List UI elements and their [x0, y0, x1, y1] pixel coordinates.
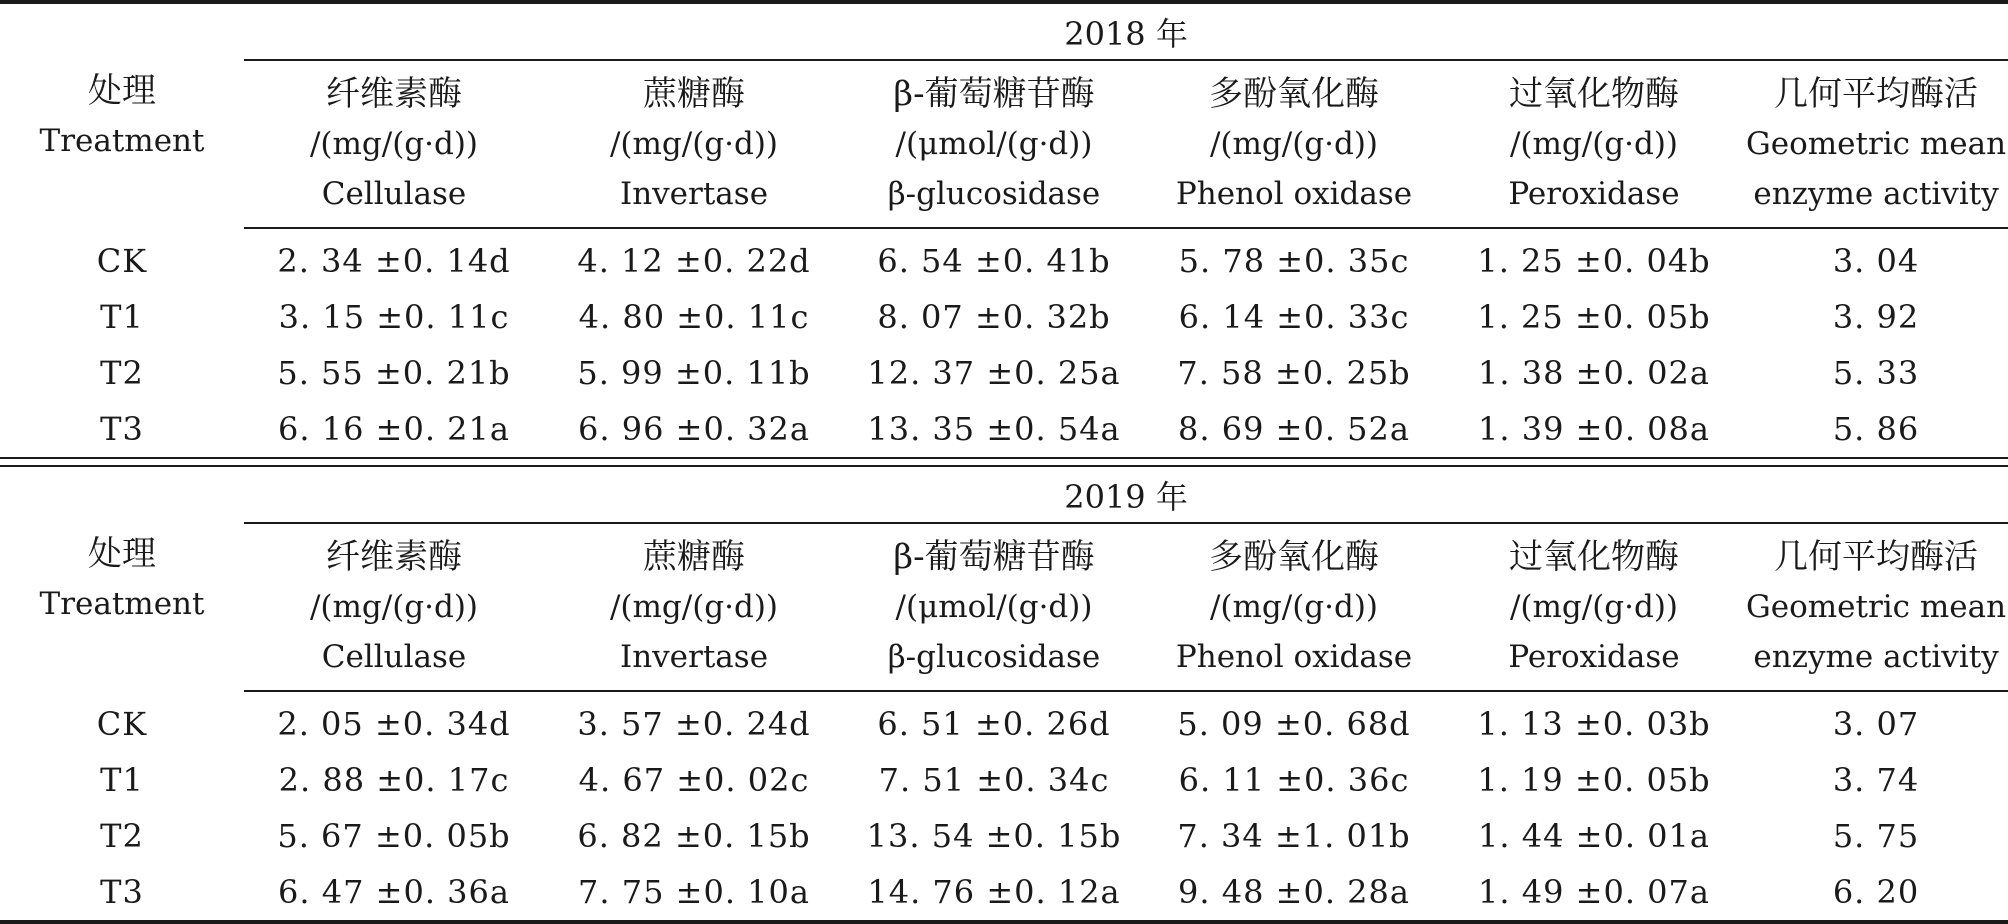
- column-header-en: enzyme activity: [1753, 639, 1999, 675]
- value-cell: 12. 37 ±0. 25a: [867, 354, 1121, 392]
- column-header-row: [0, 523, 2008, 691]
- year-header-row: [0, 2, 2008, 60]
- column-header-beta-glucosidase: [844, 60, 1144, 228]
- value-cell: 5. 78 ±0. 35c: [1178, 242, 1410, 280]
- value-cell: 3. 07: [1832, 705, 1920, 743]
- value-cell: 5. 09 ±0. 68d: [1177, 705, 1411, 743]
- value-cell: 2. 34 ±0. 14d: [277, 242, 511, 280]
- value-cell: 5. 33: [1832, 354, 1920, 392]
- column-header-unit: /(μmol/(g·d)): [895, 126, 1093, 162]
- value-cell: 2. 88 ±0. 17c: [278, 761, 510, 799]
- column-header-geometric-mean: [1744, 60, 2008, 228]
- value-cell: 8. 69 ±0. 52a: [1178, 410, 1410, 448]
- treatment-cell: T3: [100, 410, 144, 448]
- value-cell: 1. 39 ±0. 08a: [1478, 410, 1710, 448]
- treatment-header-zh: 处理: [88, 534, 156, 574]
- value-cell: 3. 04: [1832, 242, 1920, 280]
- value-cell: 6. 16 ±0. 21a: [278, 410, 510, 448]
- treatment-cell: T2: [100, 817, 144, 855]
- column-header-unit: Geometric mean: [1745, 589, 2007, 625]
- column-header-unit: /(mg/(g·d)): [1509, 589, 1679, 625]
- double-rule: [0, 458, 2008, 466]
- treatment-cell: T2: [100, 354, 144, 392]
- column-header-en: Invertase: [619, 639, 769, 675]
- column-header-geometric-mean: [1744, 523, 2008, 691]
- value-cell: 3. 57 ±0. 24d: [577, 705, 811, 743]
- column-header-en: β-glucosidase: [887, 639, 1101, 675]
- treatment-header: [0, 529, 244, 629]
- value-cell: 5. 55 ±0. 21b: [277, 354, 511, 392]
- treatment-header-zh: 处理: [88, 71, 156, 111]
- value-cell: 7. 58 ±0. 25b: [1177, 354, 1411, 392]
- value-cell: 1. 44 ±0. 01a: [1478, 817, 1710, 855]
- column-header-peroxidase: [1444, 60, 1744, 228]
- value-cell: 1. 19 ±0. 05b: [1477, 761, 1711, 799]
- value-cell: 7. 34 ±1. 01b: [1177, 817, 1411, 855]
- value-cell: 1. 25 ±0. 04b: [1477, 242, 1711, 280]
- value-cell: 1. 38 ±0. 02a: [1478, 354, 1710, 392]
- treatment-cell: CK: [96, 704, 148, 743]
- table-body: [0, 2, 2008, 922]
- value-cell: 6. 96 ±0. 32a: [578, 410, 810, 448]
- column-header-unit: /(mg/(g·d)): [1509, 126, 1679, 162]
- column-header-unit: /(mg/(g·d)): [309, 126, 479, 162]
- column-header-en: Phenol oxidase: [1175, 639, 1413, 675]
- treatment-header-en: Treatment: [39, 586, 205, 622]
- table-row: [0, 289, 2008, 345]
- column-header-invertase: [544, 523, 844, 691]
- column-header-en: Phenol oxidase: [1175, 176, 1413, 212]
- value-cell: 2. 05 ±0. 34d: [277, 705, 511, 743]
- column-header-en: Peroxidase: [1508, 639, 1680, 675]
- column-header-peroxidase: [1444, 523, 1744, 691]
- column-header-zh: 几何平均酶活: [1774, 74, 1979, 114]
- column-header-zh: 蔗糖酶: [643, 537, 745, 577]
- column-header-zh: 多酚氧化酶: [1209, 74, 1379, 114]
- treatment-header-cell: [0, 2, 244, 228]
- value-cell: 1. 25 ±0. 05b: [1477, 298, 1711, 336]
- column-header-zh: β-葡萄糖苷酶: [893, 537, 1095, 577]
- column-header-en: Cellulase: [321, 176, 467, 212]
- column-header-cellulase: [244, 60, 544, 228]
- column-header-zh: β-葡萄糖苷酶: [893, 74, 1095, 114]
- value-cell: 6. 20: [1832, 873, 1920, 911]
- value-cell: 13. 35 ±0. 54a: [867, 410, 1121, 448]
- table-row: [0, 691, 2008, 752]
- column-header-unit: /(mg/(g·d)): [1209, 589, 1379, 625]
- column-header-zh: 纤维素酶: [326, 74, 462, 114]
- column-header-en: β-glucosidase: [887, 176, 1101, 212]
- column-header-unit: /(mg/(g·d)): [609, 589, 779, 625]
- year-label: 2019 年: [244, 466, 2008, 523]
- value-cell: 4. 67 ±0. 02c: [578, 761, 810, 799]
- table-row: [0, 345, 2008, 401]
- column-header-unit: /(mg/(g·d)): [309, 589, 479, 625]
- column-header-row: [0, 60, 2008, 228]
- column-header-phenol-oxidase: [1144, 523, 1444, 691]
- column-header-beta-glucosidase: [844, 523, 1144, 691]
- column-header-zh: 多酚氧化酶: [1209, 537, 1379, 577]
- value-cell: 14. 76 ±0. 12a: [867, 873, 1121, 911]
- block-separator: [0, 458, 2008, 466]
- column-header-zh: 蔗糖酶: [643, 74, 745, 114]
- value-cell: 5. 99 ±0. 11b: [577, 354, 811, 392]
- value-cell: 7. 75 ±0. 10a: [578, 873, 810, 911]
- treatment-header-cell: [0, 466, 244, 691]
- value-cell: 9. 48 ±0. 28a: [1178, 873, 1410, 911]
- table-row: [0, 864, 2008, 922]
- value-cell: 3. 15 ±0. 11c: [278, 298, 510, 336]
- treatment-cell: T1: [100, 761, 144, 799]
- value-cell: 6. 11 ±0. 36c: [1178, 761, 1410, 799]
- value-cell: 1. 49 ±0. 07a: [1478, 873, 1710, 911]
- treatment-header-en: Treatment: [39, 123, 205, 159]
- year-header-row: [0, 466, 2008, 523]
- treatment-cell: T1: [100, 298, 144, 336]
- column-header-en: enzyme activity: [1753, 176, 1999, 212]
- value-cell: 13. 54 ±0. 15b: [866, 817, 1122, 855]
- treatment-cell: T3: [100, 873, 144, 911]
- column-header-en: Invertase: [619, 176, 769, 212]
- value-cell: 3. 92: [1832, 298, 1920, 336]
- column-header-unit: /(mg/(g·d)): [1209, 126, 1379, 162]
- column-header-unit: /(mg/(g·d)): [609, 126, 779, 162]
- column-header-unit: /(μmol/(g·d)): [895, 589, 1093, 625]
- column-header-en: Peroxidase: [1508, 176, 1680, 212]
- value-cell: 5. 75: [1832, 817, 1920, 855]
- column-header-phenol-oxidase: [1144, 60, 1444, 228]
- treatment-header: [0, 66, 244, 166]
- table-row: [0, 808, 2008, 864]
- value-cell: 1. 13 ±0. 03b: [1477, 705, 1711, 743]
- treatment-cell: CK: [96, 241, 148, 280]
- value-cell: 6. 14 ±0. 33c: [1178, 298, 1410, 336]
- value-cell: 4. 80 ±0. 11c: [578, 298, 810, 336]
- column-header-cellulase: [244, 523, 544, 691]
- value-cell: 6. 82 ±0. 15b: [577, 817, 811, 855]
- table-row: [0, 752, 2008, 808]
- value-cell: 6. 47 ±0. 36a: [278, 873, 510, 911]
- column-header-zh: 几何平均酶活: [1774, 537, 1979, 577]
- column-header-en: Cellulase: [321, 639, 467, 675]
- column-header-zh: 过氧化物酶: [1509, 74, 1679, 114]
- value-cell: 6. 51 ±0. 26d: [877, 705, 1111, 743]
- value-cell: 7. 51 ±0. 34c: [878, 761, 1110, 799]
- column-header-zh: 过氧化物酶: [1509, 537, 1679, 577]
- table-row: [0, 401, 2008, 458]
- year-label: 2018 年: [244, 2, 2008, 60]
- column-header-invertase: [544, 60, 844, 228]
- value-cell: 5. 67 ±0. 05b: [277, 817, 511, 855]
- value-cell: 6. 54 ±0. 41b: [877, 242, 1111, 280]
- column-header-zh: 纤维素酶: [326, 537, 462, 577]
- value-cell: 5. 86: [1832, 410, 1920, 448]
- value-cell: 4. 12 ±0. 22d: [577, 242, 811, 280]
- column-header-unit: Geometric mean: [1745, 126, 2007, 162]
- value-cell: 8. 07 ±0. 32b: [877, 298, 1111, 336]
- value-cell: 3. 74: [1832, 761, 1920, 799]
- table-row: [0, 228, 2008, 289]
